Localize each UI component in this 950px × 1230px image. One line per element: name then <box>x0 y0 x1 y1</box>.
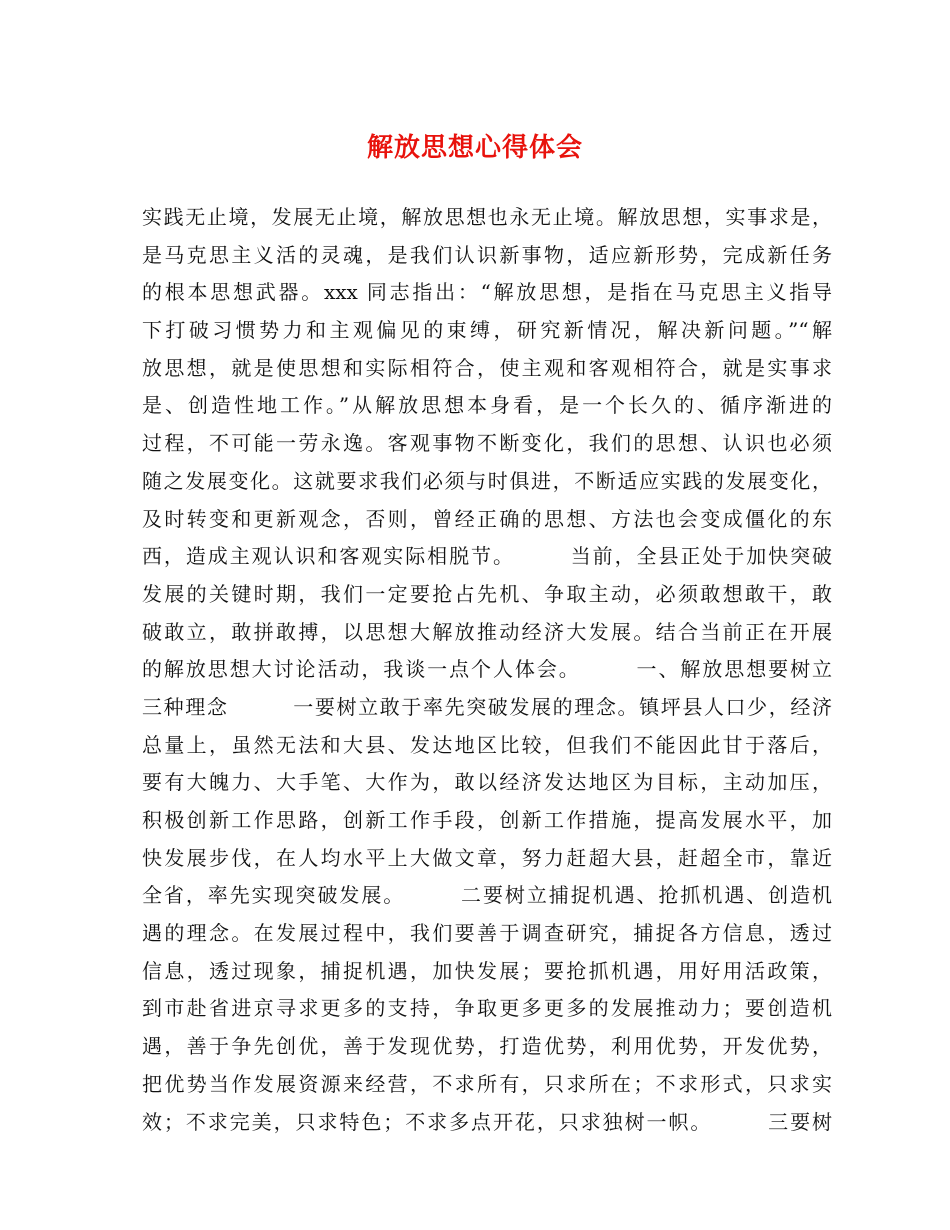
body-line-9: 及时转变和更新观念，否则，曾经正确的思想、方法也会变成僵化的东 <box>142 506 832 531</box>
body-line-8: 随之发展变化。这就要求我们必须与时俱进，不断适应实践的发展变化， <box>142 468 832 493</box>
body-line-12: 破敢立，敢拼敢搏，以思想大解放推动经济大发展。结合当前正在开展 <box>142 619 832 644</box>
body-line-16: 要有大魄力、大手笔、大作为，敢以经济发达地区为目标，主动加压， <box>142 770 832 795</box>
body-line-10: 西，造成主观认识和客观实际相脱节。 当前，全县正处于加快突破 <box>142 544 832 569</box>
body-line-15: 总量上，虽然无法和大县、发达地区比较，但我们不能因此甘于落后， <box>142 732 832 757</box>
body-line-11: 发展的关键时期，我们一定要抢占先机、争取主动，必须敢想敢干，敢 <box>142 581 832 606</box>
body-line-19: 全省，率先实现突破发展。 二要树立捕捉机遇、抢抓机遇、创造机 <box>142 883 832 908</box>
body-line-4: 下打破习惯势力和主观偏见的束缚，研究新情况，解决新问题。”“解 <box>142 318 832 343</box>
body-line-22: 到市赴省进京寻求更多的支持，争取更多更多的发展推动力；要创造机 <box>142 996 832 1021</box>
body-line-5: 放思想，就是使思想和实际相符合，使主观和客观相符合，就是实事求 <box>142 355 832 380</box>
body-line-2: 是马克思主义活的灵魂，是我们认识新事物，适应新形势，完成新任务 <box>142 242 832 267</box>
document-title: 解放思想心得体会 <box>366 133 583 163</box>
body-line-6: 是、创造性地工作。”从解放思想本身看，是一个长久的、循序渐进的 <box>142 393 832 418</box>
body-line-23: 遇，善于争先创优，善于发现优势，打造优势，利用优势，开发优势， <box>142 1034 832 1059</box>
body-line-17: 积极创新工作思路，创新工作手段，创新工作措施，提高发展水平，加 <box>142 808 832 832</box>
body-line-25: 效；不求完美，只求特色；不求多点开花，只求独树一帜。 三要树 <box>142 1109 832 1134</box>
body-line-13: 的解放思想大讨论活动，我谈一点个人体会。 一、解放思想要树立 <box>142 657 832 682</box>
body-line-14: 三种理念 一要树立敢于率先突破发展的理念。镇坪县人口少，经济 <box>142 694 832 719</box>
document-body <box>142 199 832 1141</box>
body-line-24: 把优势当作发展资源来经营，不求所有，只求所在；不求形式，只求实 <box>142 1071 832 1096</box>
body-line-21: 信息，透过现象，捕捉机遇，加快发展；要抢抓机遇，用好用活政策， <box>142 958 832 983</box>
body-line-20: 遇的理念。在发展过程中，我们要善于调查研究，捕捉各方信息，透过 <box>142 921 832 946</box>
body-line-18: 快发展步伐，在人均水平上大做文章，努力赶超大县，赶超全市，靠近 <box>142 845 832 870</box>
body-line-7: 过程，不可能一劳永逸。客观事物不断变化，我们的思想、认识也必须 <box>142 431 832 456</box>
body-line-1: 实践无止境，发展无止境，解放思想也永无止境。解放思想，实事求是， <box>142 205 832 229</box>
body-line-3: 的根本思想武器。xxx 同志指出：“解放思想，是指在马克思主义指导 <box>142 280 832 305</box>
